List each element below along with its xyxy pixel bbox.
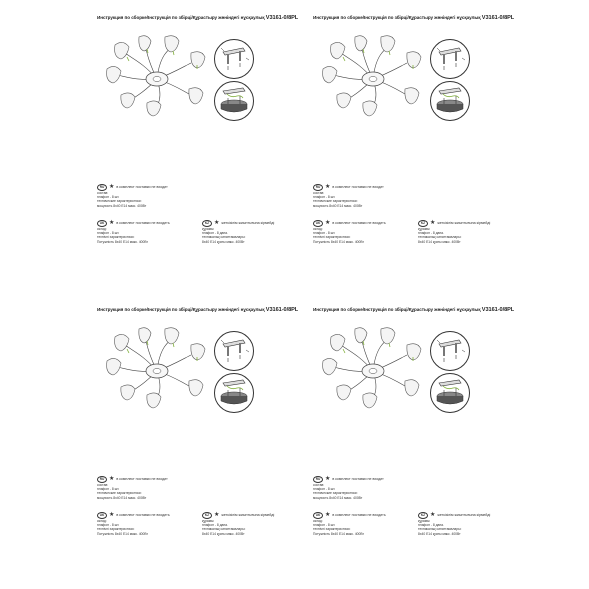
sheet-title: Инструкция по сборке/Інструкція по збірці/Құрастыру жөніндегі нұсқаулық V3161-0/8PL bbox=[313, 307, 515, 313]
star-icon: ★ bbox=[325, 476, 331, 482]
star-icon: ★ bbox=[325, 512, 331, 518]
sheet-title: Инструкция по сборке/Інструкція по збірці/Құрастыру жөніндегі нұсқаулық V3161-0/8PL bbox=[97, 15, 299, 21]
model-number: V3161-0/8PL bbox=[265, 307, 299, 313]
ru-badge: RU bbox=[313, 476, 323, 483]
sheet-title: Инструкция по сборке/Інструкція по збірці/Құрастыру жөніндегі нұсқаулық V3161-0/8PL bbox=[313, 15, 515, 21]
kz-badge: KZ bbox=[202, 512, 212, 519]
kz-info-block: KZ ★ жеткізілім жиынтығына кірмейді құрамы: плафон - 8 дана. техникалық сипаттамалары: 8х40 E14 қуаты макс. 400Вт bbox=[418, 220, 491, 244]
instruction-sheet bbox=[97, 15, 323, 275]
model-number: V3161-0/8PL bbox=[481, 307, 515, 313]
ceiling-canopy-icon bbox=[214, 81, 254, 121]
star-icon: ★ bbox=[325, 220, 331, 226]
chandelier-illustration bbox=[103, 33, 211, 117]
chandelier-illustration bbox=[319, 33, 427, 117]
uk-badge: UK bbox=[313, 512, 323, 519]
instruction-sheet bbox=[313, 15, 539, 275]
star-icon: ★ bbox=[430, 220, 436, 226]
kz-info-block: KZ ★ жеткізілім жиынтығына кірмейді құрамы: плафон - 8 дана. техникалық сипаттамалары: 8х40 E14 қуаты макс. 400Вт bbox=[202, 512, 275, 536]
kz-info-block: KZ ★ жеткізілім жиынтығына кірмейді құрамы: плафон - 8 дана. техникалық сипаттамалары: 8х40 E14 қуаты макс. 400Вт bbox=[418, 512, 491, 536]
kz-badge: KZ bbox=[202, 220, 212, 227]
star-icon: ★ bbox=[214, 512, 220, 518]
kz-info-block: KZ ★ жеткізілім жиынтығына кірмейді құрамы: плафон - 8 дана. техникалық сипаттамалары: 8х40 E14 қуаты макс. 400Вт bbox=[202, 220, 275, 244]
ru-info-block: RU ★ в комплект поставки не входит состав: плафон - 8 шт. технические характеристики: мощность 8х40 E14 макс. 400Вт bbox=[313, 184, 384, 208]
instruction-sheet bbox=[97, 307, 323, 567]
model-number: V3161-0/8PL bbox=[265, 15, 299, 21]
star-icon: ★ bbox=[109, 184, 115, 190]
chandelier-illustration bbox=[103, 325, 211, 409]
ceiling-canopy-icon bbox=[430, 81, 470, 121]
star-icon: ★ bbox=[325, 184, 331, 190]
uk-info-block: UK ★ в комплект поставки не входить склад: плафон - 8 шт. технічні характеристики: Потужність 8х40 E14 макс. 400Вт bbox=[97, 512, 170, 536]
uk-badge: UK bbox=[97, 512, 107, 519]
chandelier-illustration bbox=[319, 325, 427, 409]
ru-info-block: RU ★ в комплект поставки не входит состав: плафон - 8 шт. технические характеристики: мощность 8х40 E14 макс. 400Вт bbox=[313, 476, 384, 500]
uk-badge: UK bbox=[313, 220, 323, 227]
ru-info-block: RU ★ в комплект поставки не входит состав: плафон - 8 шт. технические характеристики: мощность 8х40 E14 макс. 400Вт bbox=[97, 184, 168, 208]
kz-badge: KZ bbox=[418, 512, 428, 519]
ru-info-block: RU ★ в комплект поставки не входит состав: плафон - 8 шт. технические характеристики: мощность 8х40 E14 макс. 400Вт bbox=[97, 476, 168, 500]
mounting-bracket-icon bbox=[214, 331, 254, 371]
ru-badge: RU bbox=[97, 476, 107, 483]
ru-badge: RU bbox=[97, 184, 107, 191]
star-icon: ★ bbox=[430, 512, 436, 518]
star-icon: ★ bbox=[109, 512, 115, 518]
ru-badge: RU bbox=[313, 184, 323, 191]
sheet-title: Инструкция по сборке/Інструкція по збірці/Құрастыру жөніндегі нұсқаулық V3161-0/8PL bbox=[97, 307, 299, 313]
ceiling-canopy-icon bbox=[214, 373, 254, 413]
ceiling-canopy-icon bbox=[430, 373, 470, 413]
star-icon: ★ bbox=[109, 476, 115, 482]
uk-info-block: UK ★ в комплект поставки не входить склад: плафон - 8 шт. технічні характеристики: Потужність 8х40 E14 макс. 400Вт bbox=[313, 220, 386, 244]
uk-info-block: UK ★ в комплект поставки не входить склад: плафон - 8 шт. технічні характеристики: Потужність 8х40 E14 макс. 400Вт bbox=[97, 220, 170, 244]
uk-badge: UK bbox=[97, 220, 107, 227]
uk-info-block: UK ★ в комплект поставки не входить склад: плафон - 8 шт. технічні характеристики: Потужність 8х40 E14 макс. 400Вт bbox=[313, 512, 386, 536]
model-number: V3161-0/8PL bbox=[481, 15, 515, 21]
star-icon: ★ bbox=[109, 220, 115, 226]
kz-badge: KZ bbox=[418, 220, 428, 227]
mounting-bracket-icon bbox=[214, 39, 254, 79]
instruction-sheet bbox=[313, 307, 539, 567]
star-icon: ★ bbox=[214, 220, 220, 226]
mounting-bracket-icon bbox=[430, 331, 470, 371]
mounting-bracket-icon bbox=[430, 39, 470, 79]
